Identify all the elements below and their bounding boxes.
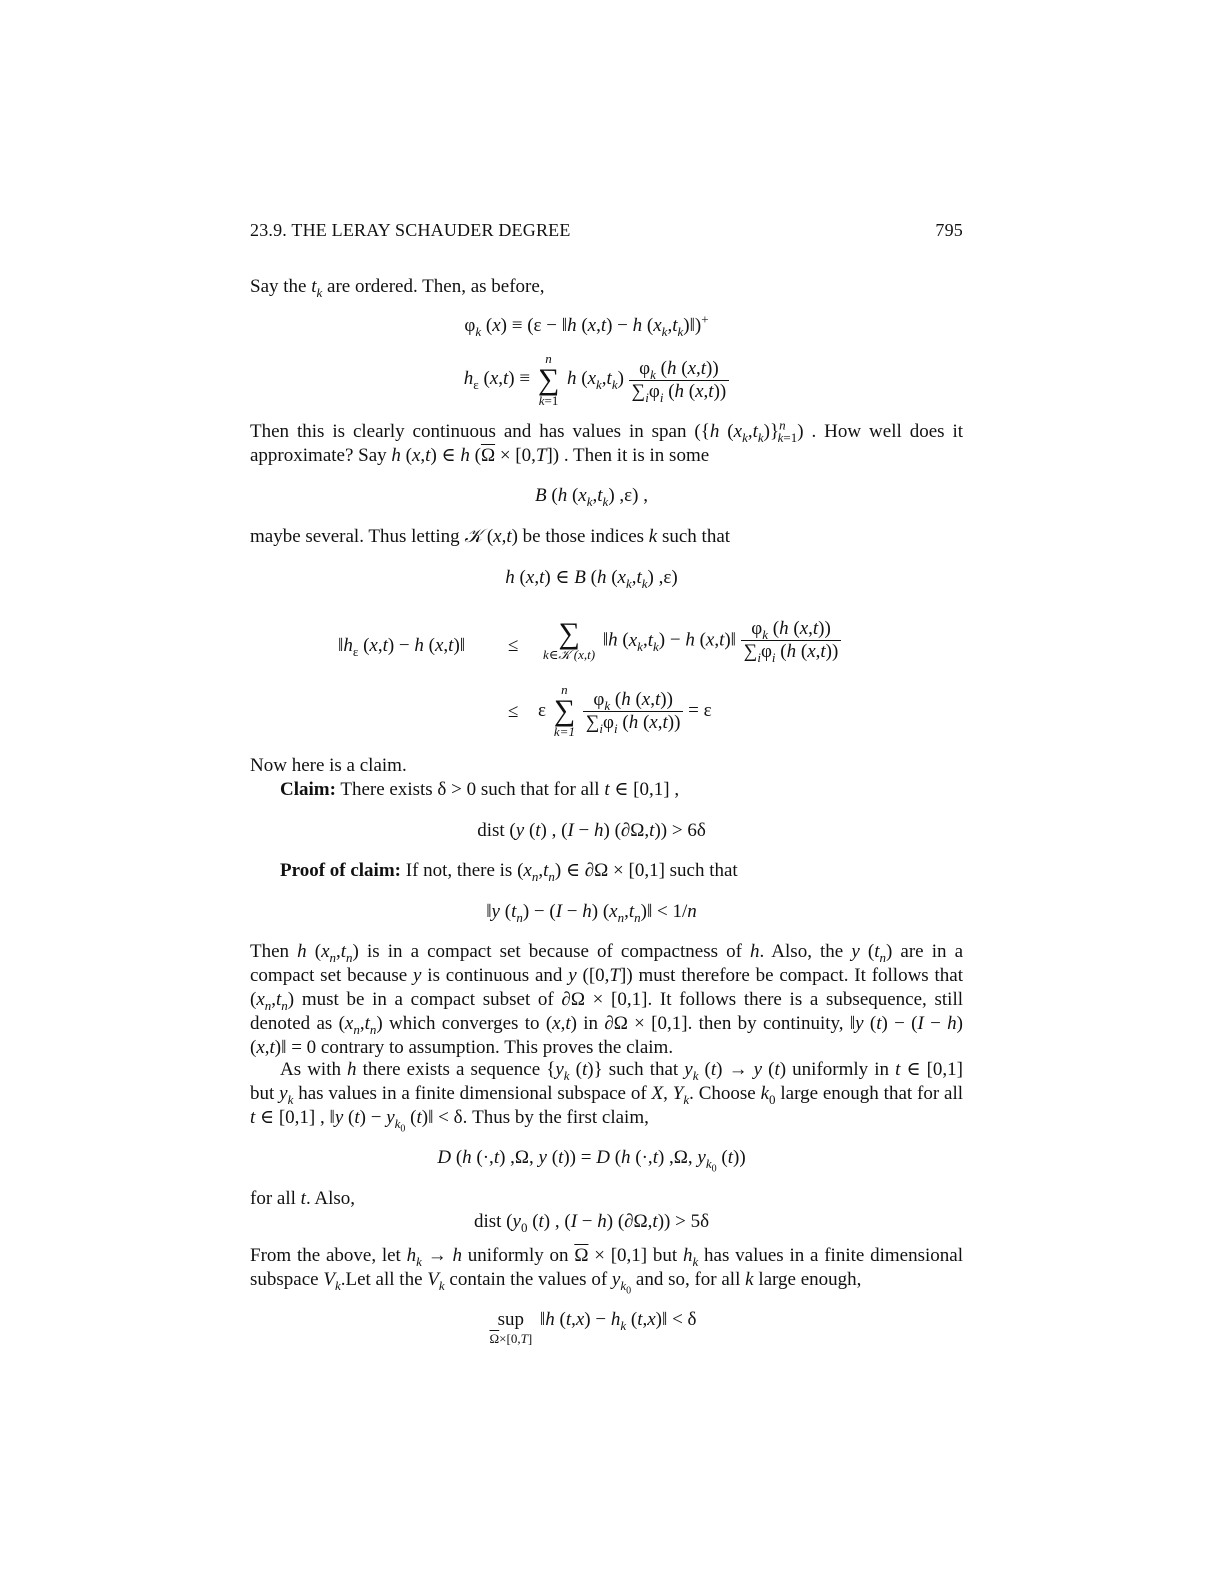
running-header xyxy=(250,220,963,241)
paragraph-3: maybe several. Thus letting 𝒦 (x,t) be those indices k such that xyxy=(250,526,731,547)
claim-label: Claim: xyxy=(280,779,336,800)
equation-dist-5delta: dist ($y_0$ (t) , (I − h) (∂Ω,t)) > 5δ xyxy=(473,1211,710,1235)
paragraph-4: Now here is a claim. xyxy=(250,755,407,776)
section-title: 23.9. THE LERAY SCHAUDER DEGREE xyxy=(250,220,571,240)
page-number: 795 xyxy=(935,220,963,240)
claim: Claim: There exists δ > 0 such that for all t ∈ [0,1] , xyxy=(280,779,680,800)
estimate-leq-2: ≤ xyxy=(508,701,519,722)
equation-ball: B (h $(x_k,t_k)$ ,ε) , xyxy=(535,485,648,509)
equation-phi-k: $\varphi_k$ (x) ≡ (ε − ‖h (x,t) − h $(x_k,t_k)‖)^+$ xyxy=(464,311,709,339)
estimate-leq-1: ≤ xyxy=(508,635,519,656)
paragraph-7: for all t. Also, xyxy=(250,1188,356,1209)
paragraph-6: As with h there exists a sequence {$y_k$ (t)} such that $y_k$ (t) → y (t) uniformly in t ∈ [0,1] but $y_k$ has values in a finite dimensional subspace of X, $Y_k$. Choose $k_0$ large enough that for all t ∈ [0,1] , ‖y $(t) - y_{k_0}$ (t)‖ < δ. Thus by the first claim, xyxy=(250,1059,964,1135)
estimate-rhs-2: ε n ∑ k=1 $\frac{\varphi_k (h (x,t))}{\sum_i\varphi_i (h (x,t))}$ = ε xyxy=(538,682,712,739)
equation-h-epsilon: $h_\varepsilon$ (x,t) ≡ n ∑ k=1 h $(x_k,t_k)$ $\frac{\varphi_k (h (x,t))}{\sum_i\varphi_i (h (x,t))}$ xyxy=(250,352,963,408)
equation-1-over-n: ‖y $(t_n) - (I - h)$ $(x_n,t_n)‖ < 1/n$ xyxy=(486,901,697,925)
paragraph-2: Then this is clearly continuous and has values in span ({h $(x_k,t_k)\}^n_{k=1}$) . How well does it approximate? Say h (x,t) ∈ h $(\overline{\Omega} \times [0,T])$ . Then it is in some xyxy=(250,417,964,466)
equation-membership: h (x,t) ∈ B (h $(x_k,t_k)$ ,ε) xyxy=(505,567,678,591)
proof-of-claim: Proof of claim: If not, there is $(x_n,t_n)$ ∈ ∂Ω × [0,1] such that xyxy=(280,860,738,884)
page xyxy=(250,0,963,1584)
paragraph-5: Then h $(x_n,t_n)$ is in a compact set because of compactness of h. Also, the y $(t_n)$ are in a compact set because y is continuous and y ([0,T]) must therefore be compact. It follows that $(x_n,t_n)$ must be in a compact subset of ∂Ω × [0,1]. It follows there is a subsequence, still denoted as $(x_n,t_n)$ which converges to (x,t) in ∂Ω × [0,1]. then by continuity, ‖y (t) − (I − h) (x,t)‖ = 0 contrary to assumption. This proves the claim. xyxy=(250,941,964,1058)
paragraph-8: From the above, let $h_k \to h$ uniformly on $\overline{\Omega} \times [0,1]$ but $h_k$ has values in a finite dimensional subspace $V_k.Let$ all the $V_k$ contain the values of $y_{k_0}$ and so, for all k large enough, xyxy=(250,1245,963,1297)
estimate-rhs-1: ∑ k∈𝒦 (x,t) ‖h $(x_k,t_k) - h$ (x,t)‖ $\frac{\varphi_k (h (x,t))}{\sum_i\varphi_i (h (x,t))}$ xyxy=(540,618,841,663)
estimate-lhs: $‖h_\varepsilon$ (x,t) − h (x,t)‖ xyxy=(338,635,466,659)
equation-degree: D (h (·,t) ,Ω, y (t)) = D (h (·,t) ,Ω, $y_{k_0}$ (t)) xyxy=(437,1147,746,1175)
proof-label: Proof of claim: xyxy=(280,860,401,881)
paragraph-1: Say the $t_k$ are ordered. Then, as before, xyxy=(250,276,545,300)
equation-sup: sup $\overline{\Omega}\times[0,T]$ ‖h $(t,x) - h_k$ (t,x)‖ < δ xyxy=(489,1309,697,1346)
equation-dist-6delta: dist (y (t) , (I − h) (∂Ω,t)) > 6δ xyxy=(477,820,706,841)
